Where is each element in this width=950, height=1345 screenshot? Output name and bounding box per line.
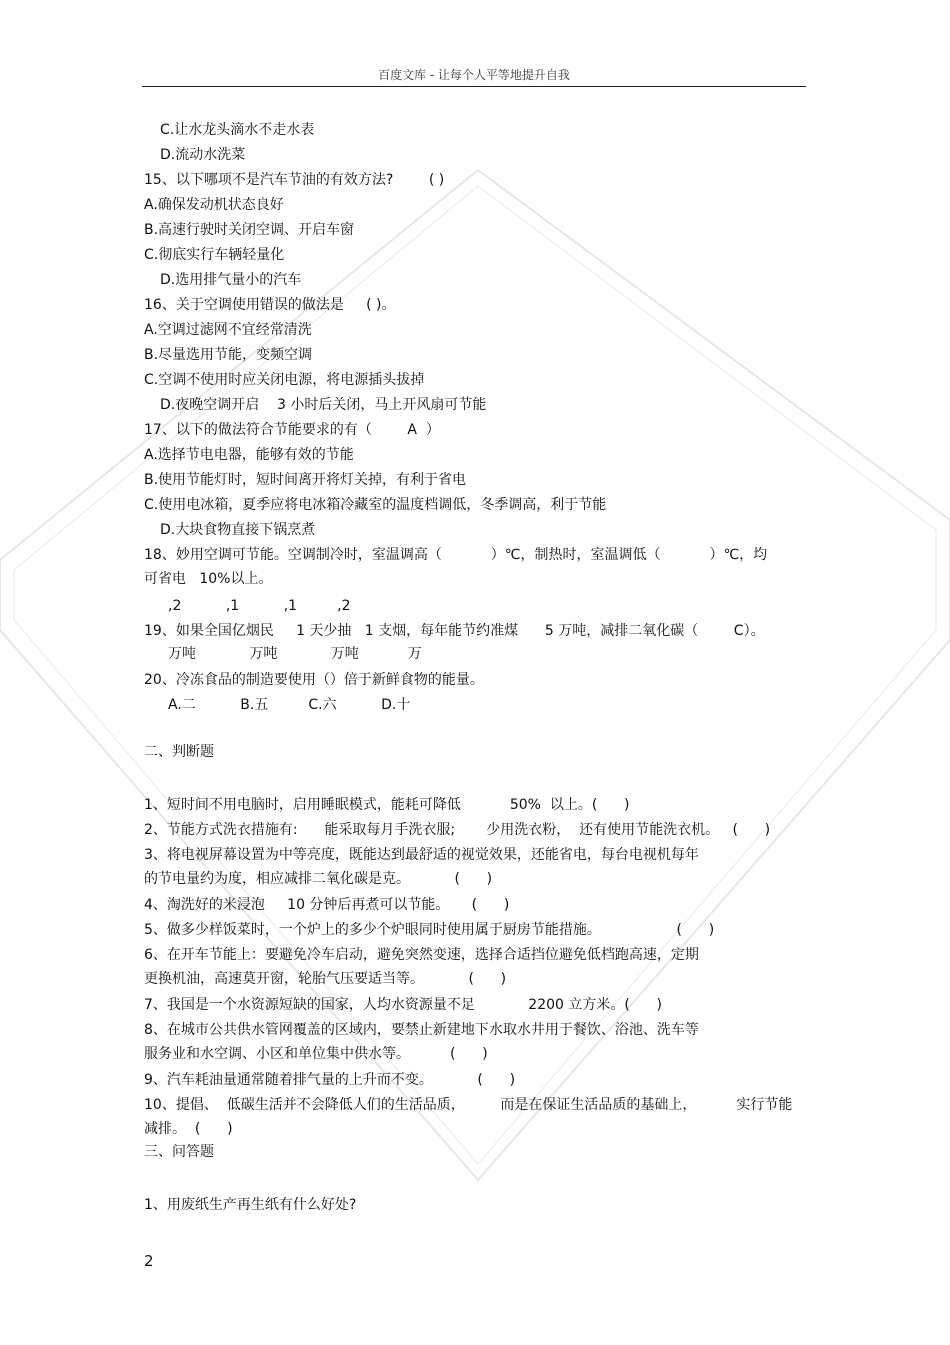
option-line: A.空调过滤网不宜经常清洗 [144,322,312,338]
tf-question-line: 1、短时间不用电脑时，启用睡眠模式，能耗可降低 50% 以上。( ) [144,797,630,813]
question-line-cont: 可省电 10%以上。 [144,571,273,587]
option-line: D.流动水洗菜 [160,147,246,163]
option-line: A.二 B.五 C.六 D.十 [168,697,411,713]
tf-question-line: 6、在开车节能上：要避免冷车启动，避免突然变速，选择合适挡位避免低档跑高速，定期 [144,947,699,963]
tf-question-line: 3、将电视屏幕设置为中等亮度，既能达到最舒适的视觉效果，还能省电，每台电视机每年 [144,847,699,863]
option-line: D.大块食物直接下锅烹煮 [160,522,316,538]
tf-question-line: 8、在城市公共供水管网覆盖的区域内，要禁止新建地下水取水井用于餐饮、浴池、洗车等 [144,1022,699,1038]
option-line: D.夜晚空调开启 3 小时后关闭，马上开风扇可节能 [160,397,487,413]
tf-question-line: 2、节能方式洗衣措施有: 能采取每月手洗衣服; 少用洗衣粉， 还有使用节能洗衣机。 ( ) [144,822,771,838]
option-line: C.使用电冰箱，夏季应将电冰箱冷藏室的温度档调低，冬季调高，利于节能 [144,497,607,513]
question-line: 19、如果全国亿烟民 1 天少抽 1 支烟，每年能节约准煤 5 万吨，减排二氧化碳（ C）。 [144,623,765,639]
page-number: 2 [144,1252,154,1270]
question-line: 18、妙用空调可节能。空调制冷时，室温调高（ ）℃，制热时，室温调低（ ）℃，均 [144,547,768,563]
header-divider [142,86,806,87]
option-line: D.选用排气量小的汽车 [160,272,302,288]
tf-question-line: 7、我国是一个水资源短缺的国家，人均水资源量不足 2200 立方米。( ) [144,997,663,1013]
question-line: 15、以下哪项不是汽车节油的有效方法? ( ) [144,172,445,188]
tf-question-line-cont: 服务业和水空调、小区和单位集中供水等。 ( ) [144,1046,488,1062]
option-line: A.选择节电电器，能够有效的节能 [144,447,354,463]
option-line: B.尽量选用节能，变频空调 [144,347,313,363]
question-line: 16、关于空调使用错误的做法是 ( )。 [144,297,396,313]
question-line: 17、以下的做法符合节能要求的有（ A ） [144,422,440,438]
tf-question-line: 5、做多少样饭菜时，一个炉上的多少个炉眼同时使用属于厨房节能措施。 ( ) [144,922,715,938]
option-line: B.高速行驶时关闭空调、开启车窗 [144,222,355,238]
option-line: C.空调不使用时应关闭电源，将电源插头拔掉 [144,372,425,388]
tf-question-line-cont: 减排。 ( ) [144,1121,233,1137]
question-line: 20、冷冻食品的制造要使用（）倍于新鲜食物的能量。 [144,672,484,688]
option-line: ,2 ,1 ,1 ,2 [168,598,351,614]
option-line: B.使用节能灯时，短时间离开将灯关掉，有利于省电 [144,472,467,488]
tf-question-line: 10、提倡、 低碳生活并不会降低人们的生活品质， 而是在保证生活品质的基础上， 实行节能 [144,1097,793,1113]
option-line: 万吨 万吨 万吨 万 [168,646,422,662]
tf-question-line-cont: 更换机油，高速莫开窗，轮胎气压要适当等。 ( ) [144,971,507,987]
section-heading-true-false: 二、判断题 [144,744,214,760]
option-line: C.让水龙头滴水不走水表 [160,122,315,138]
tf-question-line-cont: 的节电量约为度，相应减排二氧化碳是克。 ( ) [144,871,493,887]
option-line: C.彻底实行车辆轻量化 [144,247,285,263]
page-header-title: 百度文库 - 让每个人平等地提升自我 [378,68,570,82]
tf-question-line: 4、淘洗好的米浸泡 10 分钟后再煮可以节能。 ( ) [144,897,510,913]
option-line: A.确保发动机状态良好 [144,197,284,213]
section-heading-qa: 三、问答题 [144,1144,214,1160]
tf-question-line: 9、汽车耗油量通常随着排气量的上升而不变。 ( ) [144,1072,516,1088]
qa-question-line: 1、用废纸生产再生纸有什么好处? [144,1197,357,1213]
